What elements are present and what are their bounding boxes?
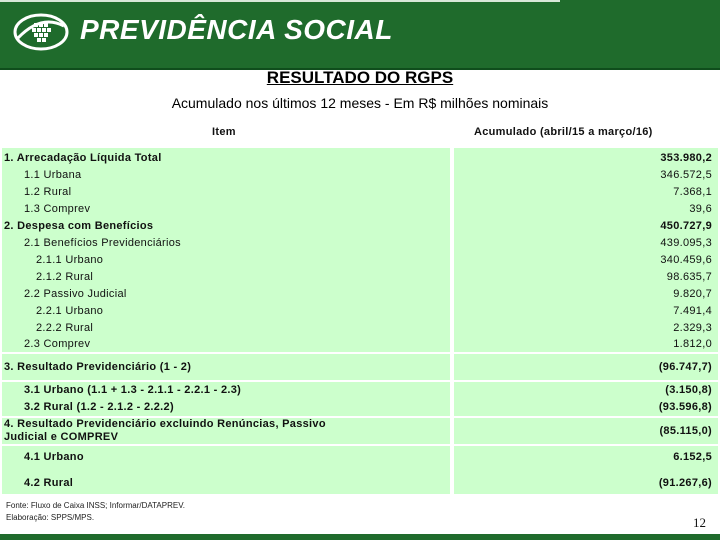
source-note: Fonte: Fluxo de Caixa INSS; Informar/DATAPREV. <box>6 501 186 510</box>
table-header-row <box>2 116 718 140</box>
previdencia-logo-icon <box>12 12 70 52</box>
table-row-label: 3.1 Urbano (1.1 + 1.3 - 2.1.1 - 2.2.1 - 2.3) <box>24 384 242 396</box>
table-row-label: 2.2.2 Rural <box>36 322 94 334</box>
table-row-label-line1: 4. Resultado Previdenciário excluindo Renúncias, Passivo <box>4 418 326 430</box>
table-row-value: 2.329,3 <box>673 322 712 334</box>
table-row-label: 1.3 Comprev <box>24 203 91 215</box>
table-row-label: 4.1 Urbano <box>24 451 84 463</box>
table-row-value: (93.596,8) <box>658 401 712 413</box>
table-block-1 <box>2 148 718 352</box>
table-row-value: 39,6 <box>689 203 712 215</box>
column-header-value: Acumulado (abril/15 a março/16) <box>474 126 653 138</box>
column-header-item: Item <box>212 126 236 138</box>
table-row-label: 1.2 Rural <box>24 186 72 198</box>
table-row <box>2 446 718 494</box>
table-row-label: 2.2.1 Urbano <box>36 305 104 317</box>
table-row-label: 2. Despesa com Benefícios <box>4 220 154 232</box>
page-subtitle: Acumulado nos últimos 12 meses - Em R$ milhões nominais <box>171 95 549 111</box>
table-row-label: 2.1.2 Rural <box>36 271 94 283</box>
table-row <box>2 382 718 416</box>
brand-name: PREVIDÊNCIA SOCIAL <box>80 14 393 45</box>
table-row <box>2 418 718 444</box>
table-row-value: 7.368,1 <box>673 186 712 198</box>
table-row-value: 439.095,3 <box>660 237 712 249</box>
table-row-value: 9.820,7 <box>673 288 712 300</box>
table-row-value: 98.635,7 <box>666 271 712 283</box>
table-row-label: 2.1.1 Urbano <box>36 254 104 266</box>
table-row-value: 340.459,6 <box>660 254 712 266</box>
table-row-label: 1.1 Urbana <box>24 169 82 181</box>
table-row-value: (85.115,0) <box>659 425 712 437</box>
table-row-value: 346.572,5 <box>660 169 712 181</box>
table-row-label: 3.2 Rural (1.2 - 2.1.2 - 2.2.2) <box>24 401 174 413</box>
page-number: 12 <box>693 515 706 530</box>
table-row-value: 450.727,9 <box>660 220 712 232</box>
table-row-value: 7.491,4 <box>673 305 712 317</box>
table-row-value: 6.152,5 <box>673 451 712 463</box>
table-row-label: 4.2 Rural <box>24 477 74 489</box>
table-row-label-line2: Judicial e COMPREV <box>4 431 119 443</box>
table-row-value: 1.812,0 <box>673 338 712 350</box>
table-row-label: 3. Resultado Previdenciário (1 - 2) <box>4 361 192 373</box>
footer-note <box>6 500 185 524</box>
bottom-bar <box>0 534 720 540</box>
header-bar <box>0 0 720 70</box>
table-row-label: 2.3 Comprev <box>24 338 91 350</box>
table-row-label: 2.1 Benefícios Previdenciários <box>24 237 181 249</box>
table-row-label: 2.2 Passivo Judicial <box>24 288 127 300</box>
table-row-value: (91.267,6) <box>658 477 712 489</box>
page-title: RESULTADO DO RGPS <box>266 68 454 87</box>
table-row-label: 1. Arrecadação Líquida Total <box>4 152 162 164</box>
table-row-value: 353.980,2 <box>660 152 712 164</box>
results-table <box>2 116 718 494</box>
table-row-value: (3.150,8) <box>665 384 712 396</box>
header-topline <box>0 0 560 2</box>
table-row <box>2 354 718 380</box>
prepared-note: Elaboração: SPPS/MPS. <box>6 513 95 522</box>
table-row-value: (96.747,7) <box>658 361 712 373</box>
